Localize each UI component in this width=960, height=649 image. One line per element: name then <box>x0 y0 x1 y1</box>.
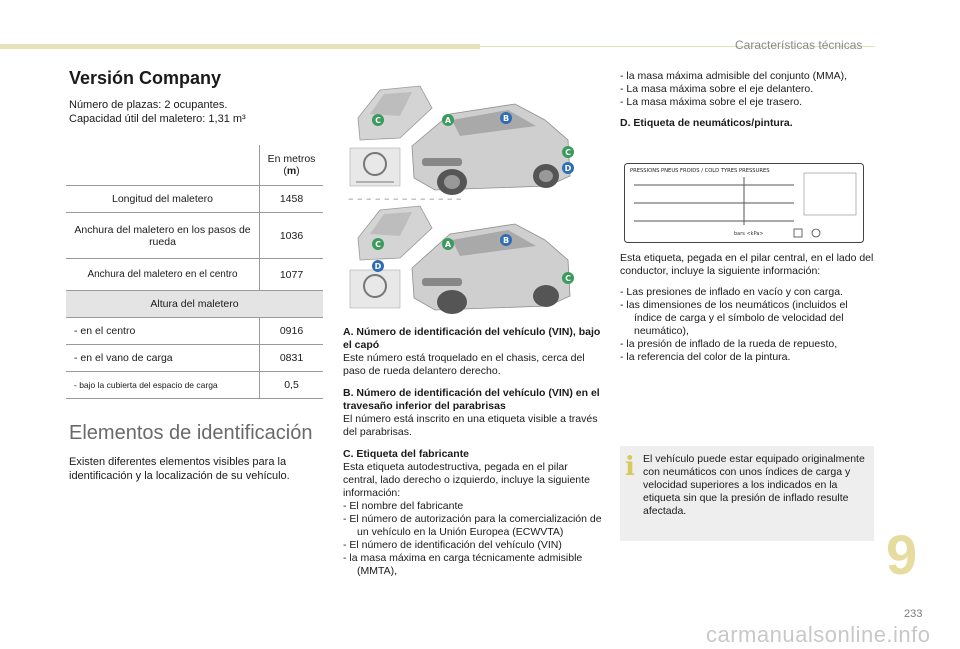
row-value: 1458 <box>260 186 324 213</box>
list-item: - la masa máxima en carga técnicamente admisible (MMTA), <box>343 552 583 577</box>
identification-title: Elementos de identificación <box>69 422 313 444</box>
section-a-title: A. Número de identificación del vehículo (VIN), bajo el capó <box>343 326 601 351</box>
table-row <box>66 186 323 213</box>
section-b <box>343 387 603 439</box>
row-value: 0831 <box>260 345 324 372</box>
table-row <box>66 213 323 259</box>
unit-header: En metros <box>267 153 316 165</box>
section-d-title: D. Etiqueta de neumáticos/pintura. <box>620 117 793 129</box>
section-a <box>343 326 603 378</box>
list-item: - El número de identificación del vehículo (VIN) <box>343 539 562 551</box>
section-b-title: B. Número de identificación del vehículo (VIN) en el travesaño inferior del parabrisas <box>343 387 600 412</box>
section-b-body: El número está inscrito en una etiqueta visible a través del parabrisas. <box>343 413 598 438</box>
height-section-label: Altura del maletero <box>66 291 323 318</box>
car-top-figure <box>350 86 570 195</box>
list-item: - La masa máxima sobre el eje delantero. <box>620 83 814 95</box>
row-label: Anchura del maletero en los pasos de rueda <box>66 213 260 259</box>
marker-label: D <box>564 164 572 173</box>
row-label: - bajo la cubierta del espacio de carga <box>66 372 260 399</box>
tyre-label-details <box>620 252 874 364</box>
tyre-pressure-label-image <box>624 163 864 243</box>
unit-symbol: m <box>286 165 297 177</box>
separator-dashes: – – – – – – – – – – – – – <box>348 192 462 205</box>
seats-text: Número de plazas: 2 ocupantes. <box>69 99 228 111</box>
tyre-label-header: PRESSIONS PNEUS FROIDS / COLD TYRES PRESSURES <box>630 168 770 174</box>
list-item: - La masa máxima sobre el eje trasero. <box>620 96 803 108</box>
tyre-label-units: bars <kPa> <box>734 231 764 237</box>
section-c-title: C. Etiqueta del fabricante <box>343 448 470 460</box>
list-item: - la referencia del color de la pintura. <box>620 351 791 363</box>
list-item: - El nombre del fabricante <box>343 500 464 512</box>
watermark: carmanualsonline.info <box>706 622 931 647</box>
row-value: 1077 <box>260 259 324 291</box>
car-bottom-figure <box>350 206 570 314</box>
info-note-text: El vehículo puede estar equipado originalmente con neumáticos con unos índices de carga y velocidad superiores a los indicados en la etiqueta sin que la presión de inflado resulte afectada. <box>643 453 865 517</box>
table-row <box>66 345 323 372</box>
section-c <box>343 448 603 578</box>
marker-label: D <box>374 262 382 271</box>
unit-header-cell: En metros (m) <box>260 145 324 186</box>
company-version-title: Versión Company <box>69 68 222 88</box>
car-identification-figure <box>340 78 602 316</box>
header-accent-bar <box>0 44 480 49</box>
page-number: 233 <box>904 608 923 620</box>
section-d-body: Esta etiqueta, pegada en el pilar central, en el lado del conductor, incluye la siguiente información: <box>620 252 874 277</box>
marker-label: C <box>375 116 381 125</box>
marker-label: B <box>502 236 510 245</box>
info-icon: i <box>625 452 635 482</box>
list-item: - Las presiones de inflado en vacío y con carga. <box>620 286 843 298</box>
list-item: - la presión de inflado de la rueda de repuesto, <box>620 338 838 350</box>
identification-details-column <box>343 326 603 587</box>
marker-label: A <box>444 116 452 125</box>
table-row <box>66 259 323 291</box>
list-item: - la masa máxima admisible del conjunto (MMA), <box>620 70 847 82</box>
marker-label: C <box>375 240 381 249</box>
row-value: 1036 <box>260 213 324 259</box>
table-row <box>66 318 323 345</box>
company-specs <box>69 98 246 126</box>
chapter-number: 9 <box>886 523 918 586</box>
trunk-dimensions-table <box>66 145 323 399</box>
row-value: 0,5 <box>260 372 324 399</box>
marker-label: B <box>502 114 510 123</box>
identification-body: Existen diferentes elementos visibles para la identificación y la localización de su vehículo. <box>69 456 290 482</box>
marker-label: A <box>444 240 452 249</box>
identification-details-column-right <box>620 70 874 130</box>
table-row <box>66 372 323 399</box>
row-label: - en el vano de carga <box>66 345 260 372</box>
section-a-body: Este número está troquelado en el chasis, cerca del paso de rueda delantero derecho. <box>343 352 585 377</box>
table-header-row <box>66 145 323 186</box>
section-title: Características técnicas <box>735 38 863 52</box>
row-label: Longitud del maletero <box>66 186 260 213</box>
row-label: Anchura del maletero en el centro <box>66 259 260 291</box>
marker-label: C <box>565 148 571 157</box>
row-value: 0916 <box>260 318 324 345</box>
marker-label: C <box>565 274 571 283</box>
capacity-text: Capacidad útil del maletero: 1,31 m³ <box>69 113 246 125</box>
section-c-body: Esta etiqueta autodestructiva, pegada en el pilar central, lado derecho o izquierdo, incluye la siguiente información: <box>343 461 590 499</box>
table-section-row <box>66 291 323 318</box>
row-label: - en el centro <box>66 318 260 345</box>
list-item: - las dimensiones de los neumáticos (incluidos el índice de carga y el símbolo de velocidad del neumático), <box>620 299 848 337</box>
list-item: - El número de autorización para la comercialización de un vehículo en la Unión Europea (ECWVTA) <box>343 513 602 538</box>
